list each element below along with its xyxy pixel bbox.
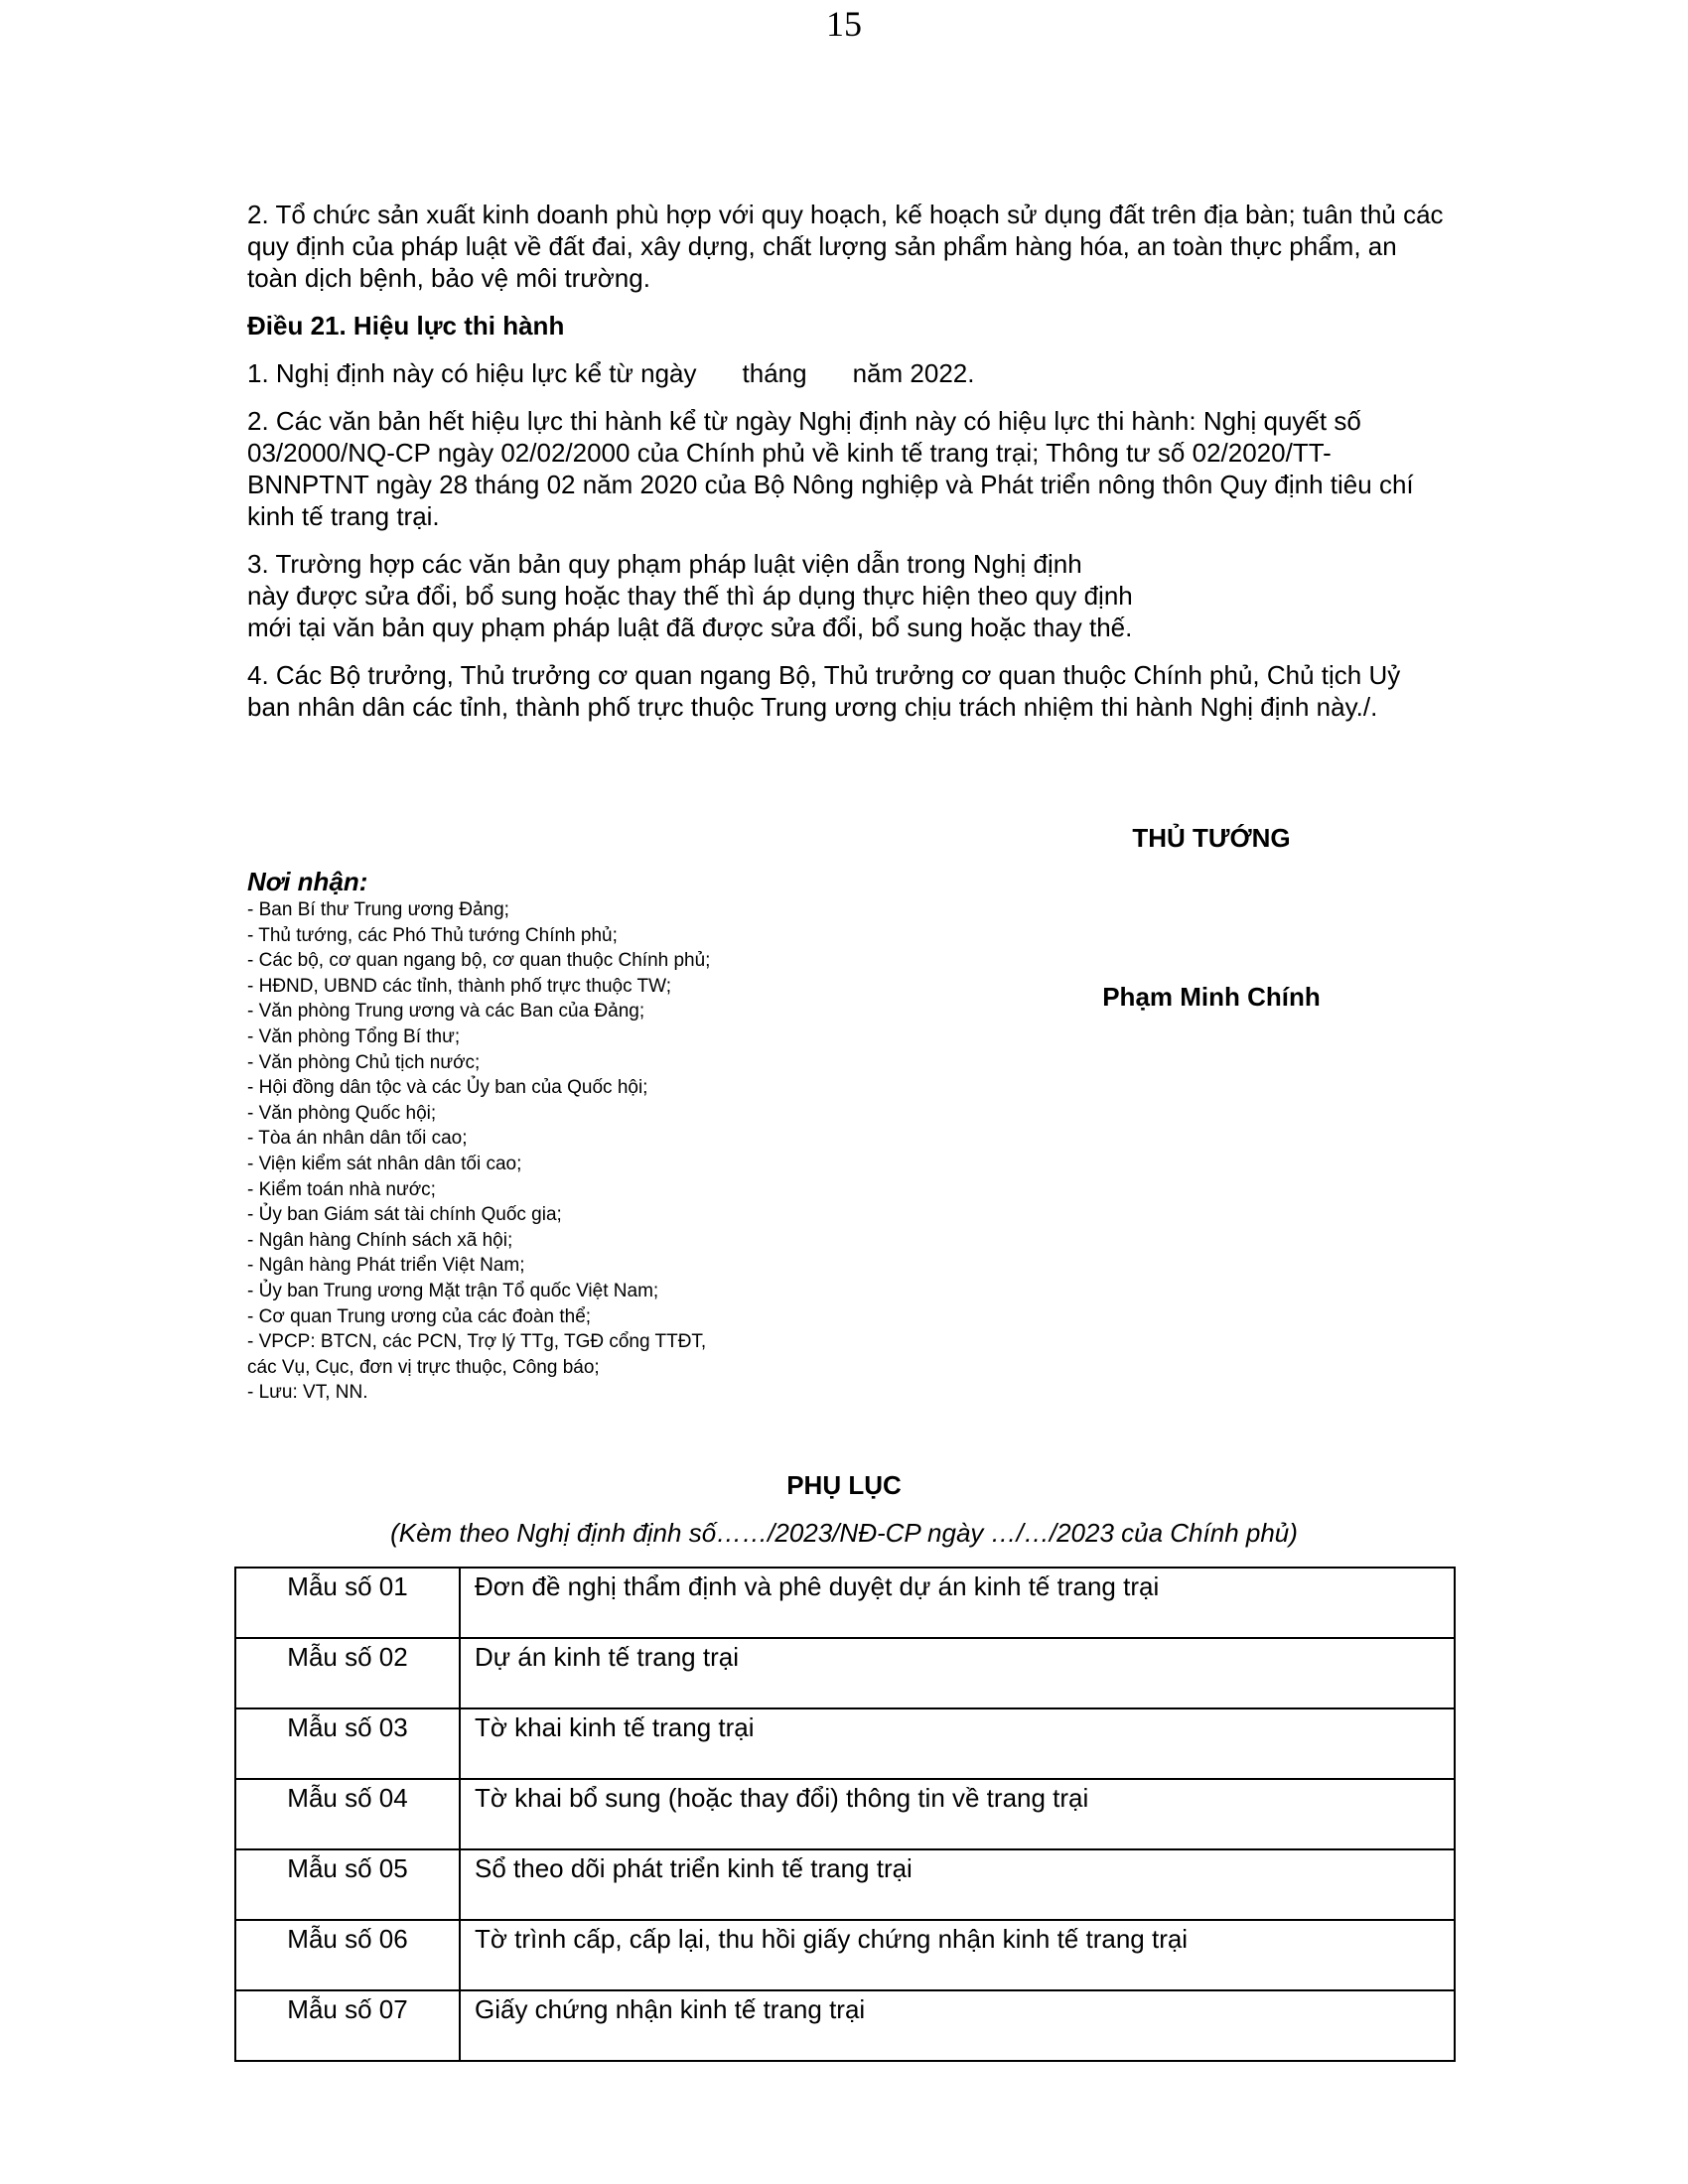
recipient-item: - Ngân hàng Chính sách xã hội; (247, 1229, 513, 1251)
clause-1 (247, 357, 1449, 389)
recipient-item: - Văn phòng Tổng Bí thư; (247, 1025, 461, 1047)
form-code-cell: Mẫu số 07 (235, 1990, 460, 2061)
form-title-cell: Tờ khai bổ sung (hoặc thay đổi) thông tin về trang trại (460, 1779, 1455, 1849)
recipient-item: - Viện kiểm sát nhân dân tối cao; (247, 1153, 522, 1174)
recipients-heading: Nơi nhận: (247, 867, 368, 896)
recipient-item: - Ban Bí thư Trung ương Đảng; (247, 899, 509, 920)
form-title-cell: Tờ khai kinh tế trang trại (460, 1708, 1455, 1779)
clause-1-month: tháng (742, 358, 807, 388)
form-code-cell: Mẫu số 04 (235, 1779, 460, 1849)
table-row (235, 1920, 1455, 1990)
table-row (235, 1849, 1455, 1920)
appendix-forms-table (234, 1567, 1456, 2062)
form-code-cell: Mẫu số 01 (235, 1568, 460, 1638)
recipient-item: - Văn phòng Chủ tịch nước; (247, 1051, 481, 1073)
page-number: 15 (826, 4, 862, 44)
recipient-item: - Cơ quan Trung ương của các đoàn thể; (247, 1305, 592, 1327)
recipient-item: - VPCP: BTCN, các PCN, Trợ lý TTg, TGĐ cổng TTĐT, (247, 1331, 707, 1353)
recipient-item: - Ngân hàng Phát triển Việt Nam; (247, 1255, 525, 1277)
table-row (235, 1638, 1455, 1708)
table-row (235, 1990, 1455, 2061)
appendix-subtitle: (Kèm theo Nghị định định số……/2023/NĐ-CP ngày …/…/2023 của Chính phủ) (390, 1518, 1298, 1548)
recipient-item: - Văn phòng Trung ương và các Ban của Đảng; (247, 1001, 645, 1023)
recipient-item: - Tòa án nhân dân tối cao; (247, 1128, 468, 1150)
form-code-cell: Mẫu số 05 (235, 1849, 460, 1920)
signer-name: Phạm Minh Chính (1102, 982, 1321, 1012)
form-title-cell: Giấy chứng nhận kinh tế trang trại (460, 1990, 1455, 2061)
recipient-item: - Kiểm toán nhà nước; (247, 1178, 436, 1200)
recipients-block (247, 866, 863, 1406)
clause-3-line: 3. Trường hợp các văn bản quy phạm pháp luật viện dẫn trong Nghị định (247, 549, 1082, 579)
form-code-cell: Mẫu số 06 (235, 1920, 460, 1990)
recipient-item: - Văn phòng Quốc hội; (247, 1102, 437, 1124)
clause-4: 4. Các Bộ trưởng, Thủ trưởng cơ quan ngang Bộ, Thủ trưởng cơ quan thuộc Chính phủ, Chủ tịch Uỷ ban nhân dân các tỉnh, thành phố trực thuộc Trung ương chịu trách nhiệm thi hành Nghị định này./. (247, 660, 1401, 722)
form-code-cell: Mẫu số 03 (235, 1708, 460, 1779)
form-title-cell: Tờ trình cấp, cấp lại, thu hồi giấy chứng nhận kinh tế trang trại (460, 1920, 1455, 1990)
article-heading: Điều 21. Hiệu lực thi hành (247, 311, 565, 341)
recipient-item: - Ủy ban Giám sát tài chính Quốc gia; (247, 1204, 562, 1226)
form-title-cell: Dự án kinh tế trang trại (460, 1638, 1455, 1708)
signer-title: THỦ TƯỚNG (1132, 823, 1291, 853)
table-row (235, 1568, 1455, 1638)
recipient-item: - Hội đồng dân tộc và các Ủy ban của Quốc hội; (247, 1077, 648, 1099)
form-title-cell: Sổ theo dõi phát triển kinh tế trang trại (460, 1849, 1455, 1920)
recipient-item: - Ủy ban Trung ương Mặt trận Tổ quốc Việt Nam; (247, 1280, 659, 1301)
recipient-item: - Các bộ, cơ quan ngang bộ, cơ quan thuộc Chính phủ; (247, 950, 711, 972)
clause-1-prefix: 1. Nghị định này có hiệu lực kể từ ngày (247, 358, 697, 388)
clause-3 (247, 548, 1449, 643)
table-row (235, 1779, 1455, 1849)
intro-paragraph: 2. Tổ chức sản xuất kinh doanh phù hợp với quy hoạch, kế hoạch sử dụng đất trên địa bàn; tuân thủ các quy định của pháp luật về đất đai, xây dựng, chất lượng sản phẩm hàng hóa, an toàn thực phẩm, an toàn dịch bệnh, bảo vệ môi trường. (247, 200, 1444, 293)
clause-3-line: này được sửa đổi, bổ sung hoặc thay thế thì áp dụng thực hiện theo quy định (247, 581, 1133, 611)
table-row (235, 1708, 1455, 1779)
recipient-item: - HĐND, UBND các tỉnh, thành phố trực thuộc TW; (247, 975, 671, 997)
recipients-list (247, 897, 863, 1406)
recipient-item: - Lưu: VT, NN. (247, 1382, 368, 1404)
recipient-item: - Thủ tướng, các Phó Thủ tướng Chính phủ; (247, 924, 618, 946)
clause-3-line: mới tại văn bản quy phạm pháp luật đã được sửa đổi, bổ sung hoặc thay thế. (247, 613, 1133, 642)
recipient-item: các Vụ, Cục, đơn vị trực thuộc, Công báo; (247, 1356, 600, 1378)
appendix-title: PHỤ LỤC (786, 1470, 902, 1500)
form-code-cell: Mẫu số 02 (235, 1638, 460, 1708)
clause-2: 2. Các văn bản hết hiệu lực thi hành kể từ ngày Nghị định này có hiệu lực thi hành: Nghị quyết số 03/2000/NQ-CP ngày 02/02/2000 của Chính phủ về kinh tế trang trại; Thông tư số 02/2020/TT-BNNPTNT ngày 28 tháng 02 năm 2020 của Bộ Nông nghiệp và Phát triển nông thôn Quy định tiêu chí kinh tế trang trại. (247, 406, 1414, 531)
clause-1-year: năm 2022. (852, 358, 975, 388)
form-title-cell: Đơn đề nghị thẩm định và phê duyệt dự án kinh tế trang trại (460, 1568, 1455, 1638)
document-body (247, 199, 1449, 739)
